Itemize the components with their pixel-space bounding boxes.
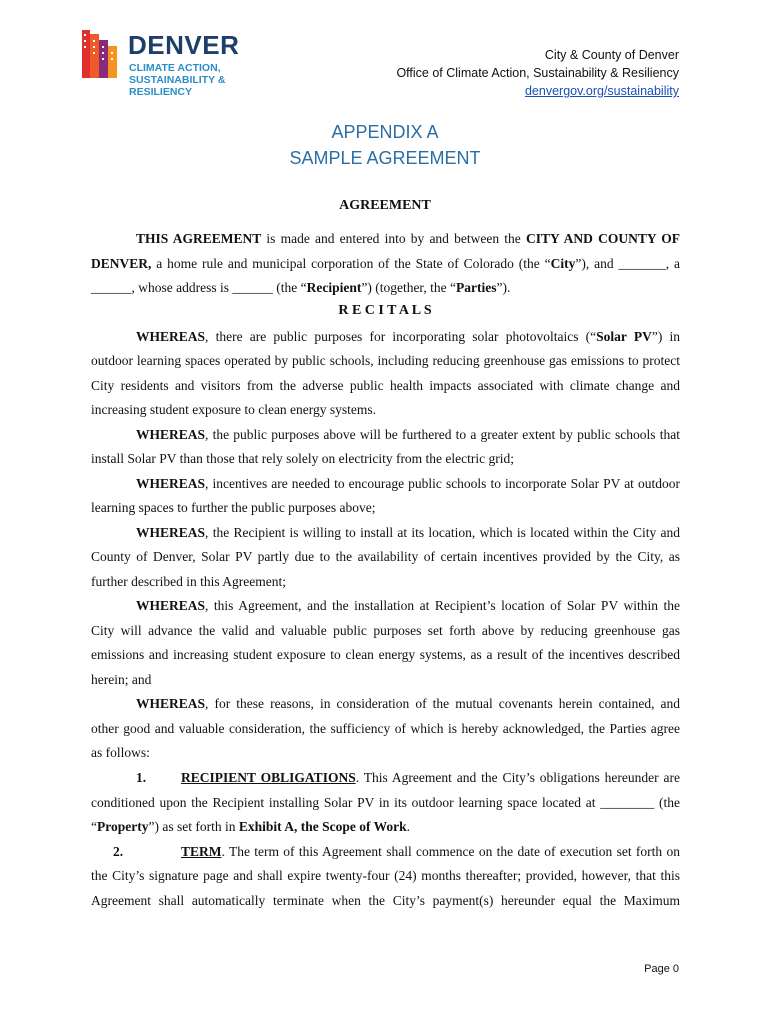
appendix-title: APPENDIX A (331, 122, 439, 142)
text-line: WHEREAS, the Recipient is willing to install at its location, which is located within the City and (136, 525, 680, 540)
text-line: as follows: (91, 745, 150, 760)
text-line: the City’s signature page and shall expire twenty-four (24) months thereafter; provided, however, that this (91, 868, 680, 883)
text-line: City will advance the valid and valuable public purposes set forth above by reducing greenhouse gas (91, 623, 680, 638)
text-line: TERM. The term of this Agreement shall commence on the date of execution set forth on (181, 844, 680, 859)
sustainability-link[interactable]: denvergov.org/sustainability (524, 84, 679, 98)
text-line: install Solar PV than those that rely solely on electricity from the electric grid; (91, 451, 515, 466)
text-line: WHEREAS, there are public purposes for incorporating solar photovoltaics (“Solar PV”) in (136, 329, 680, 344)
recitals-heading: R E C I T A L S (338, 303, 432, 318)
text-line: further described in this Agreement; (91, 574, 286, 589)
logo-sub-line: RESILIENCY (129, 86, 193, 98)
text-line: County of Denver, Solar PV partly due to the availability of certain incentives provided by the City, as (91, 549, 680, 564)
text-line: learning spaces to further the public purposes above; (91, 500, 376, 515)
denver-logo (82, 30, 252, 100)
text-line: “Property”) as set forth in Exhibit A, the Scope of Work. (91, 819, 410, 834)
agreement-heading: AGREEMENT (339, 198, 431, 213)
text-line: WHEREAS, incentives are needed to encourage public schools to incorporate Solar PV at outdoor (136, 476, 680, 491)
text-line: WHEREAS, the public purposes above will be furthered to a greater extent by public schools that (136, 427, 680, 442)
text-line: other good and valuable consideration, the sufficiency of which is hereby acknowledged, the Parties agree (91, 721, 680, 736)
denver-logo-mark (82, 30, 124, 78)
text-line: conditioned upon the Recipient installing Solar PV in its outdoor learning space located at ________ (the (91, 795, 680, 810)
office-header (396, 46, 679, 100)
page-number: Page 0 (644, 963, 679, 975)
text-line: RECIPIENT OBLIGATIONS. This Agreement and the City’s obligations hereunder are (181, 770, 680, 785)
office-name: Office of Climate Action, Sustainability & Resiliency (396, 66, 679, 80)
text-line: outdoor learning spaces operated by public schools, including reducing greenhouse gas emissions to protect (91, 353, 680, 368)
section-number: 2. (113, 844, 124, 859)
text-line: herein; and (91, 672, 152, 687)
text-line: City residents and visitors from the adverse public health impacts associated with climate change and (91, 378, 680, 393)
logo-name: DENVER (128, 30, 240, 60)
appendix-subtitle: SAMPLE AGREEMENT (289, 148, 481, 168)
text-line: emissions and increasing student exposure to clean energy systems, as a result of the incentives described (91, 647, 680, 662)
text-line: Agreement shall automatically terminate when the City’s payment(s) hereunder equal the Maximum (91, 893, 680, 908)
section-number: 1. (136, 770, 147, 785)
logo-subtitle (129, 62, 225, 98)
org-name: City & County of Denver (544, 48, 679, 62)
text-line: DENVER, a home rule and municipal corporation of the State of Colorado (the “City”), and _______, a (91, 256, 680, 271)
text-line: increasing student exposure to clean energy systems. (91, 402, 377, 417)
logo-sub-line: SUSTAINABILITY & (129, 74, 226, 86)
text-line: THIS AGREEMENT is made and entered into by and between the CITY AND COUNTY OF (136, 231, 681, 246)
text-line: ______, whose address is ______ (the “Recipient”) (together, the “Parties”). (91, 280, 511, 295)
text-line: WHEREAS, for these reasons, in consideration of the mutual covenants herein contained, and (136, 696, 680, 711)
logo-sub-line: CLIMATE ACTION, (129, 62, 221, 74)
text-line: WHEREAS, this Agreement, and the installation at Recipient’s location of Solar PV within the (136, 598, 680, 613)
